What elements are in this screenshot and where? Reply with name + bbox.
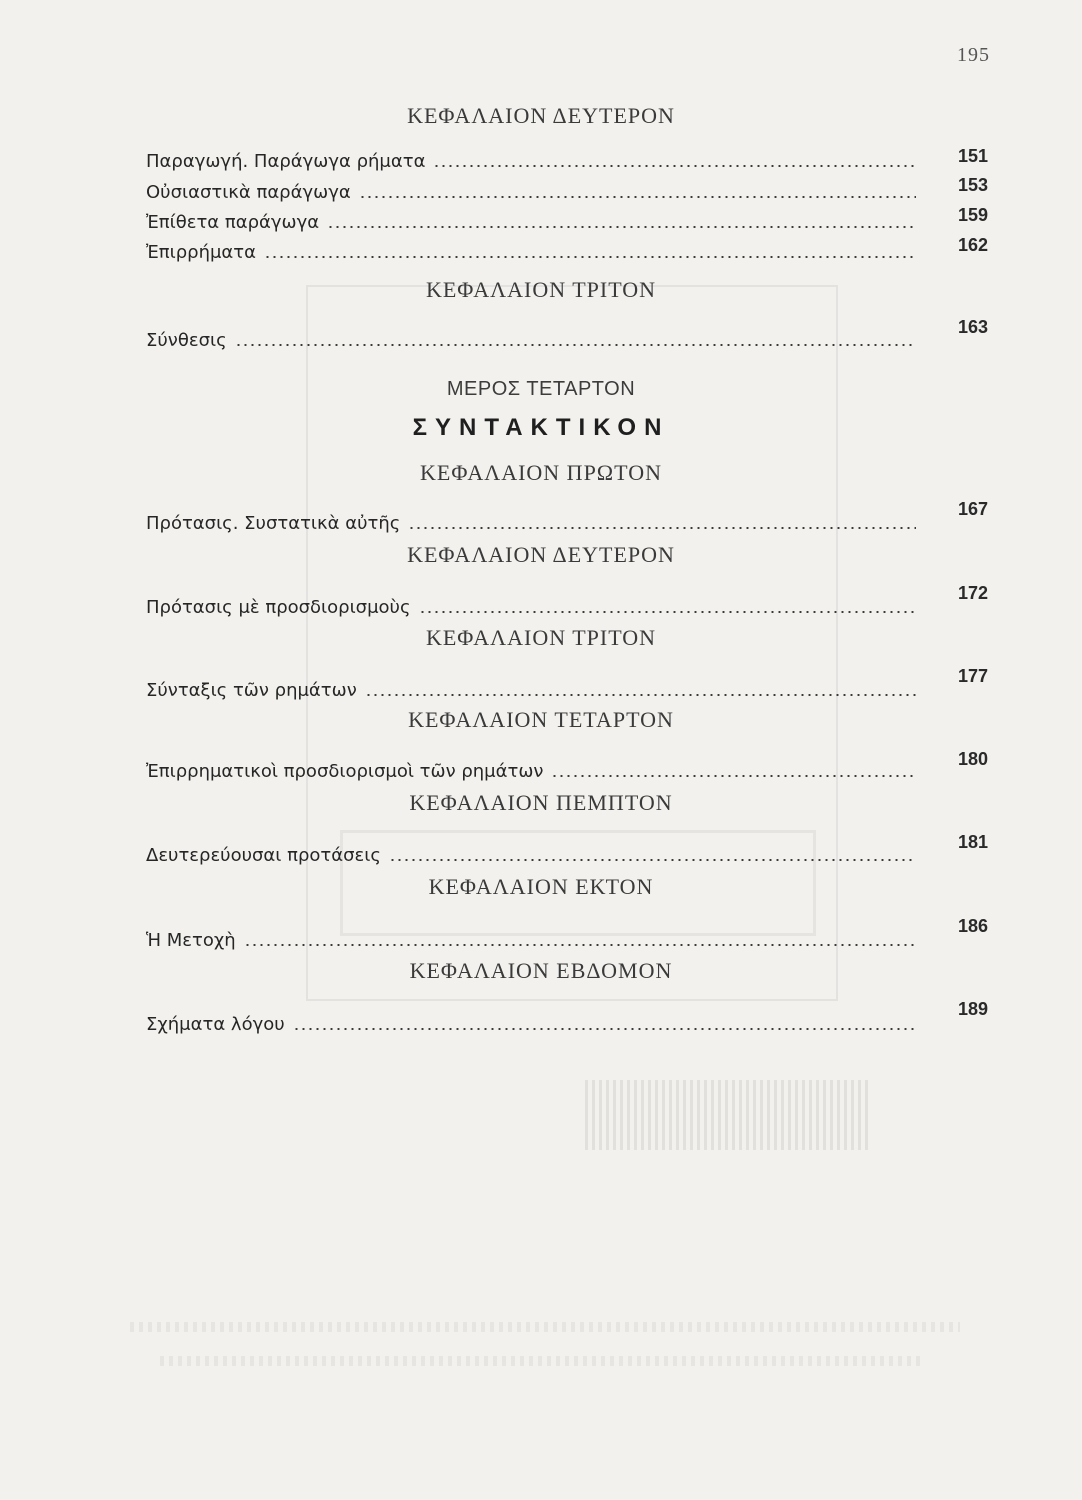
chapter-heading: ΚΕΦΑΛΑΙΟΝ ΤΡΙΤΟΝ bbox=[425, 277, 657, 302]
toc-entry bbox=[146, 237, 916, 263]
part-heading: ΜΕΡΟΣ ΤΕΤΑΡΤΟΝ bbox=[446, 378, 636, 400]
toc-entry-title: Ἐπίθετα παράγωγα bbox=[146, 212, 320, 233]
part-title: ΣΥΝΤΑΚΤΙΚΟΝ bbox=[412, 414, 670, 441]
toc-entry bbox=[146, 592, 916, 618]
dot-leader bbox=[359, 196, 916, 198]
toc-entry-page: 159 bbox=[957, 205, 988, 225]
toc-entry-title: Σύνταξις τῶν ρημάτων bbox=[146, 680, 357, 701]
toc-entry-title: Δευτερεύουσαι προτάσεις bbox=[146, 845, 381, 866]
dot-leader bbox=[551, 775, 916, 777]
toc-entry-page: 162 bbox=[957, 235, 988, 255]
toc-entry bbox=[146, 207, 916, 233]
dot-leader bbox=[293, 1028, 916, 1030]
toc-entry-title: Ἐπιρρήματα bbox=[146, 242, 257, 263]
toc-entry-title: Πρότασις. Συστατικὰ αὐτῆς bbox=[146, 513, 401, 534]
toc-entry-page: 167 bbox=[957, 499, 988, 519]
toc-entry-page: 181 bbox=[957, 832, 988, 852]
toc-entry bbox=[146, 675, 916, 701]
chapter-heading: ΚΕΦΑΛΑΙΟΝ ΤΡΙΤΟΝ bbox=[425, 625, 657, 650]
page-number: 195 bbox=[957, 44, 990, 66]
faint-colophon-line bbox=[160, 1356, 920, 1366]
toc-entry-page: 163 bbox=[957, 317, 988, 337]
chapter-heading: ΚΕΦΑΛΑΙΟΝ ΠΡΩΤΟΝ bbox=[420, 460, 662, 485]
toc-entry bbox=[146, 756, 916, 782]
toc-entry-title: Ἐπιρρηματικοὶ προσδιορισμοὶ τῶν ρημάτων bbox=[146, 761, 544, 782]
dot-leader bbox=[264, 256, 916, 258]
toc-entry-title: Ἡ Μετοχὴ bbox=[146, 930, 236, 951]
chapter-heading: ΚΕΦΑΛΑΙΟΝ ΤΕΤΑΡΤΟΝ bbox=[408, 707, 674, 732]
dot-leader bbox=[408, 527, 916, 529]
toc-entry bbox=[146, 1009, 916, 1035]
toc-entry-page: 186 bbox=[957, 916, 988, 936]
toc-entry bbox=[146, 325, 916, 351]
toc-entry-title: Παραγωγή. Παράγωγα ρήματα bbox=[146, 151, 426, 172]
toc-entry bbox=[146, 177, 916, 203]
dot-leader bbox=[433, 165, 916, 167]
dot-leader bbox=[365, 694, 916, 696]
chapter-heading: ΚΕΦΑΛΑΙΟΝ ΔΕΥΤΕΡΟΝ bbox=[407, 542, 675, 567]
faint-barcode bbox=[585, 1080, 870, 1150]
toc-entry-title: Οὐσιαστικὰ παράγωγα bbox=[146, 182, 351, 203]
dot-leader bbox=[244, 944, 916, 946]
chapter-heading: ΚΕΦΑΛΑΙΟΝ ΠΕΜΠΤΟΝ bbox=[409, 790, 673, 815]
chapter-heading: ΚΕΦΑΛΑΙΟΝ ΕΒΔΟΜΟΝ bbox=[409, 958, 673, 983]
chapter-heading: ΚΕΦΑΛΑΙΟΝ ΕΚΤΟΝ bbox=[428, 874, 654, 899]
dot-leader bbox=[419, 611, 916, 613]
toc-entry-title: Σχήματα λόγου bbox=[146, 1014, 285, 1035]
toc-entry-page: 153 bbox=[957, 175, 988, 195]
toc-entry bbox=[146, 840, 916, 866]
toc-entry-page: 151 bbox=[957, 146, 988, 166]
faint-colophon-line bbox=[130, 1322, 960, 1332]
toc-entry-page: 172 bbox=[957, 583, 988, 603]
toc-entry bbox=[146, 508, 916, 534]
toc-entry-title: Σύνθεσις bbox=[146, 330, 227, 351]
chapter-heading: ΚΕΦΑΛΑΙΟΝ ΔΕΥΤΕΡΟΝ bbox=[407, 103, 675, 128]
toc-entry-page: 180 bbox=[957, 749, 988, 769]
toc-entry-page: 189 bbox=[957, 999, 988, 1019]
dot-leader bbox=[389, 859, 916, 861]
dot-leader bbox=[235, 344, 916, 346]
toc-entry-page: 177 bbox=[957, 666, 988, 686]
toc-entry bbox=[146, 925, 916, 951]
dot-leader bbox=[327, 226, 916, 228]
toc-entry bbox=[146, 146, 916, 172]
toc-entry-title: Πρότασις μὲ προσδιορισμοὺς bbox=[146, 597, 411, 618]
